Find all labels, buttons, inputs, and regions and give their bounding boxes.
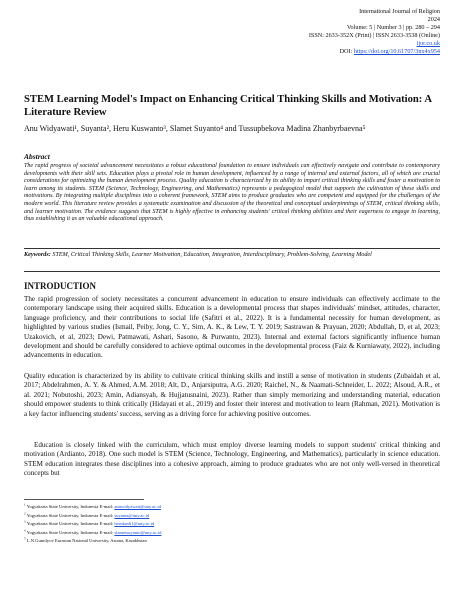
keywords-text: STEM, Critical Thinking Skills, Learner Motivation, Education, Integration, Interdisciplinary, Problem-Solving, Learning Model xyxy=(50,251,372,258)
journal-site-link[interactable]: ijor.co.uk xyxy=(416,40,440,48)
abstract-text: The rapid progress of societal advancement necessitates a robust educational foundation to ensure individuals can effectively navigate and contribute to contemporary developments with their skill sets. Education plays a pivotal role in human development, influenced by a range of internal and external factors, all of which are crucial considerations for optimizing the human development process. Quality education is characterized by its ability to impart critical thinking skills and foster a motivation to learn among its students. STEM (Science, Technology, Engineering, and Mathematics) represents a pedagogical model that supports the cultivation of these skills and motivations. By integrating multiple disciplines into a coherent framework, STEM aims to produce graduates who are competent and equipped for the challenges of the modern world. This literature review provides a systematic examination and discussion of the theoretical and conceptual underpinnings of STEM, critical thinking skills, and learner motivation. The evidence suggests that STEM is highly effective in enhancing students' critical thinking abilities and their eagerness to engage in learning, thus establishing it as an valuable educational approach. xyxy=(24,163,440,223)
doi-link[interactable]: https://doi.org/10.61707/3nx4x954 xyxy=(353,48,440,56)
journal-header xyxy=(160,8,440,57)
footnote-email-link[interactable]: slametsuyanto@uny.ac.id xyxy=(114,529,162,535)
journal-issn: ISSN: 2633-352X (Print) | ISSN 2633-3538 (Online) xyxy=(308,32,440,40)
footnote: $^4$ Yogyakarta State University, Indonesia E-mail: slametsuyanto@uny.ac.id xyxy=(24,528,162,535)
section-heading-introduction: INTRODUCTION xyxy=(24,281,97,291)
doi-label: DOI: xyxy=(339,48,353,56)
divider xyxy=(24,248,440,249)
footnote: $^5$ L.N.Gumilyov Eurasian National University, Astana, Kazakhstan xyxy=(24,536,147,544)
keywords-label: Keywords: xyxy=(24,251,51,258)
footnote: $^1$ Yogyakarta State University, Indonesia E-mail: anuwidyawati@uny.ac.id xyxy=(24,502,161,509)
footnote-email-link[interactable]: suyanta@uny.ac.id xyxy=(114,512,150,518)
footnotes xyxy=(24,503,440,546)
footnote-divider xyxy=(24,499,144,500)
footnote-email-link[interactable]: anuwidyawati@uny.ac.id xyxy=(114,504,161,509)
journal-year: 2024 xyxy=(427,16,440,24)
footnote: $^2$ Yogyakarta State University, Indonesia E-mail: suyanta@uny.ac.id xyxy=(24,511,150,518)
footnote-email-link[interactable]: herukus61@uny.ac.id xyxy=(114,521,155,527)
divider xyxy=(24,271,440,272)
body-paragraph: Quality education is characterized by its ability to cultivate critical thinking skills and instill a sense of motivation in students (Zubaidah et al, 2017; Abdelrahmen, A. Y. & Ahmed, A.M. 2018; Alt, D., Anjarsiputra, A.G. 2020; Raichel, N., & Naamati-Schneider, L. 2022; Alsoud, A.R., et al. 2021; Nobutoshi, 2023; Amin, Adiansyah, & Hujjatusnaini, 2023). Rather than simply memorizing and understanding material, education should empower students to think critically (Hidayati et al., 2019) and foster their interest and motivation to learn (Rahman, 2021). Motivation is a key factor influencing students' success, serving as a driving force for achieving positive outcomes. xyxy=(24,372,440,418)
footnote: $^3$ Yogyakarta State University, Indonesia E-mail: herukus61@uny.ac.id xyxy=(24,519,155,527)
keywords xyxy=(24,251,440,259)
journal-volume: Volume: 5 | Number 3 | pp. 280 – 294 xyxy=(346,24,440,32)
abstract-heading: Abstract xyxy=(24,152,50,161)
author-list: Anu Widyawati¹, Suyanta², Heru Kuswanto³, Slamet Suyanto⁴ and Tussupbekova Madina Zhanbyrbaevna⁵ xyxy=(24,124,366,133)
article-title: STEM Learning Model's Impact on Enhancing Critical Thinking Skills and Motivation: A Literature Review xyxy=(24,94,432,118)
body-paragraph: Education is closely linked with the curriculum, which must employ diverse learning models to support students' critical thinking and motivation (Ardianto, 2018). One such model is STEM (Science, Technology, Engineering, and Mathematics), particularly in science education. STEM education integrates these disciplines into a cohesive approach, aiming to produce graduates who are not only well-versed in theoretical concepts but xyxy=(24,441,440,478)
body-paragraph: The rapid progression of society necessitates a concurrent advancement in education to ensure individuals can effectively acclimate to the contemporary landscape using their acquired skills. Education is a developmental process that shapes individuals' mindset, attitudes, character, language proficiency, and their contributions to social life (Safitri et al., 2022). It is a fundamental necessity for human development, as highlighted by various studies (Ismail, Peiby, Jong, C. Y., Sim, A. K., & Lew, T. Y. 2019; Sastrawan & Prayuan, 2020; Abdullah, D, et al, 2023; Uzakovich, et al, 2023; Dewi, Patmawati, Ashari, Sasono, & Purwanto, 2023). Internal and external factors significantly influence human development and should be carefully considered to achieve optimal outcomes in the developmental process (Faiz & Kurniawaty, 2022), including advancements in education. xyxy=(24,295,440,360)
journal-name: International Journal of Religion xyxy=(359,8,440,15)
